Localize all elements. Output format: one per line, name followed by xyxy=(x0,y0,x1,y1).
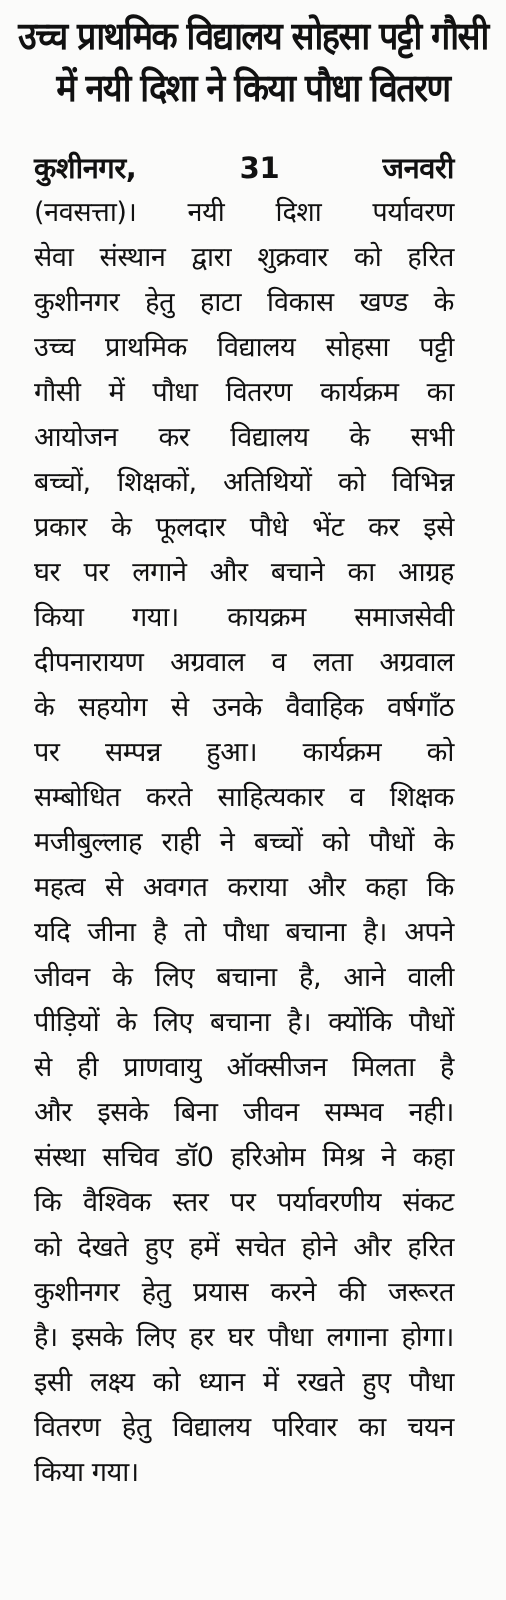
body-line: कुशीनगर हेतु प्रयास करने की जरूरत xyxy=(34,1277,454,1308)
body-line: प्रकार के फूलदार पौधे भेंट कर इसे xyxy=(34,512,454,543)
body-line: उच्च प्राथमिक विद्यालय सोहसा पट्टी xyxy=(34,332,454,363)
body-line: बच्चों, शिक्षकों, अतिथियों को विभिन्न xyxy=(34,467,454,498)
body-line: पीड़ियों के लिए बचाना है। क्योंकि पौधों xyxy=(34,1007,454,1038)
body-line: घर पर लगाने और बचाने का आग्रह xyxy=(34,557,454,588)
body-line: से ही प्राणवायु ऑक्सीजन मिलता है xyxy=(34,1052,454,1083)
body-line: के सहयोग से उनके वैवाहिक वर्षगाँठ xyxy=(34,692,454,723)
body-line: दीपनारायण अग्रवाल व लता अग्रवाल xyxy=(34,647,454,678)
body-line: सेवा संस्थान द्वारा शुक्रवार को हरित xyxy=(34,242,454,273)
dateline: कुशीनगर, 31 जनवरी xyxy=(34,151,454,185)
body-line: कुशीनगर हेतु हाटा विकास खण्ड के xyxy=(34,287,454,318)
body-line: को देखते हुए हमें सचेत होने और हरित xyxy=(34,1232,454,1263)
body-line: किया गया। कायक्रम समाजसेवी xyxy=(34,602,454,633)
body-line: सम्बोधित करते साहित्यकार व शिक्षक xyxy=(34,782,454,813)
body-line: कि वैश्विक स्तर पर पर्यावरणीय संकट xyxy=(34,1187,454,1218)
headline-line-2: में नयी दिशा ने किया पौधा वितरण xyxy=(56,66,450,112)
body-line: यदि जीना है तो पौधा बचाना है। अपने xyxy=(34,917,454,948)
body-line: महत्व से अवगत कराया और कहा कि xyxy=(34,872,454,903)
body-line: पर सम्पन्न हुआ। कार्यक्रम को xyxy=(34,737,454,768)
body-line: गौसी में पौधा वितरण कार्यक्रम का xyxy=(34,377,454,408)
body-line: और इसके बिना जीवन सम्भव नही। xyxy=(34,1097,454,1128)
body-line: है। इसके लिए हर घर पौधा लगाना होगा। xyxy=(34,1322,454,1353)
body-line: इसी लक्ष्य को ध्यान में रखते हुए पौधा xyxy=(34,1367,454,1398)
body-line-last: किया गया। xyxy=(34,1457,139,1488)
body-line: वितरण हेतु विद्यालय परिवार का चयन xyxy=(34,1412,454,1443)
body-line: मजीबुल्लाह राही ने बच्चों को पौधों के xyxy=(34,827,454,858)
body-line: जीवन के लिए बचाना है, आने वाली xyxy=(34,962,454,993)
body-line: संस्था सचिव डॉ0 हरिओम मिश्र ने कहा xyxy=(34,1142,454,1173)
body-line: (नवसत्ता)। नयी दिशा पर्यावरण xyxy=(34,197,454,228)
headline-line-1: उच्च प्राथमिक विद्यालय सोहसा पट्टी गौसी xyxy=(18,14,488,60)
body-line: आयोजन कर विद्यालय के सभी xyxy=(34,422,454,453)
